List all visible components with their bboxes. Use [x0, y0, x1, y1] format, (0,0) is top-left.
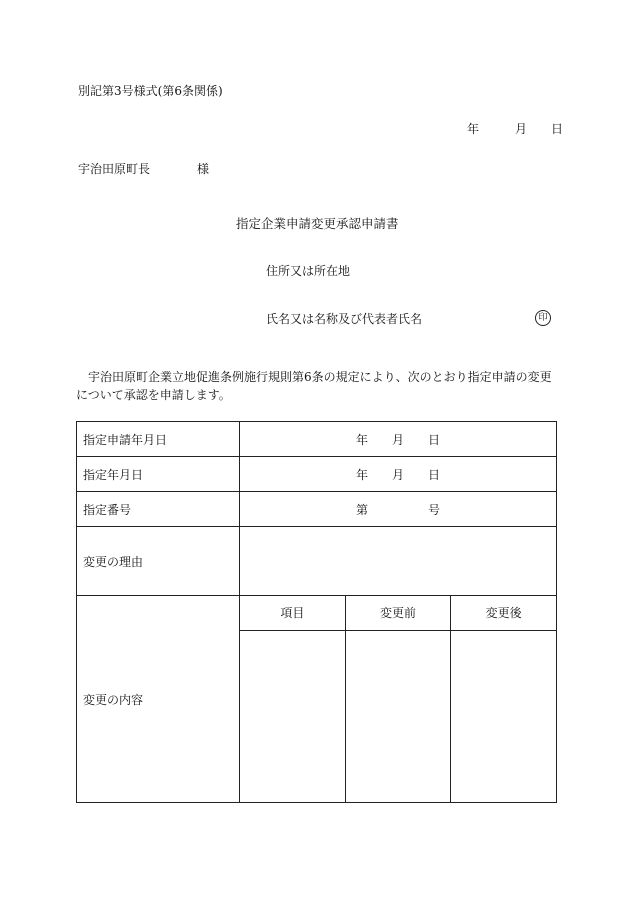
col-header-before: 変更前 — [345, 596, 450, 630]
table-row — [77, 492, 557, 527]
seal-icon: 印 — [535, 310, 551, 326]
col-header-item: 項目 — [240, 596, 345, 630]
field-year: 年 — [355, 467, 368, 482]
addressee-honorific: 様 — [197, 162, 210, 176]
addressee-name: 宇治田原町長 — [78, 162, 151, 176]
submission-date — [467, 121, 563, 137]
change-reason-label: 変更の理由 — [77, 527, 240, 596]
applicant-name-label: 氏名又は名称及び代表者氏名 — [266, 312, 423, 326]
change-content-label: 変更の内容 — [77, 596, 240, 803]
application-table — [76, 421, 557, 803]
designation-number-label: 指定番号 — [77, 492, 240, 527]
change-content-table — [240, 596, 556, 802]
form-label: 別記第3号様式(第6条関係) — [78, 84, 223, 98]
body-text: 宇治田原町企業立地促進条例施行規則第6条の規定により、次のとおり指定申請の変更について承認を申請します。 — [76, 370, 552, 402]
application-date-field[interactable] — [240, 422, 557, 457]
table-row — [240, 630, 556, 802]
field-prefix: 第 — [355, 502, 368, 517]
table-row — [240, 596, 556, 630]
table-row — [77, 527, 557, 596]
field-month: 月 — [391, 467, 404, 482]
item-field[interactable] — [240, 630, 345, 802]
designation-date-field[interactable] — [240, 457, 557, 492]
before-field[interactable] — [345, 630, 450, 802]
change-content-cell — [240, 596, 557, 803]
document-title: 指定企業申請変更承認申請書 — [236, 216, 399, 231]
after-field[interactable] — [451, 630, 556, 802]
date-year: 年 — [467, 122, 480, 136]
date-day: 日 — [551, 122, 564, 136]
table-row — [77, 596, 557, 803]
applicant-address-label: 住所又は所在地 — [266, 264, 351, 278]
field-month: 月 — [391, 432, 404, 447]
field-day: 日 — [428, 467, 441, 482]
application-date-label: 指定申請年月日 — [77, 422, 240, 457]
col-header-after: 変更後 — [451, 596, 556, 630]
addressee — [78, 161, 210, 177]
field-day: 日 — [428, 432, 441, 447]
date-month: 月 — [515, 122, 528, 136]
body-paragraph — [76, 368, 556, 404]
designation-number-field[interactable] — [240, 492, 557, 527]
designation-date-label: 指定年月日 — [77, 457, 240, 492]
field-suffix: 号 — [428, 502, 441, 517]
table-row — [77, 422, 557, 457]
field-year: 年 — [355, 432, 368, 447]
table-row — [77, 457, 557, 492]
change-reason-field[interactable] — [240, 527, 557, 596]
